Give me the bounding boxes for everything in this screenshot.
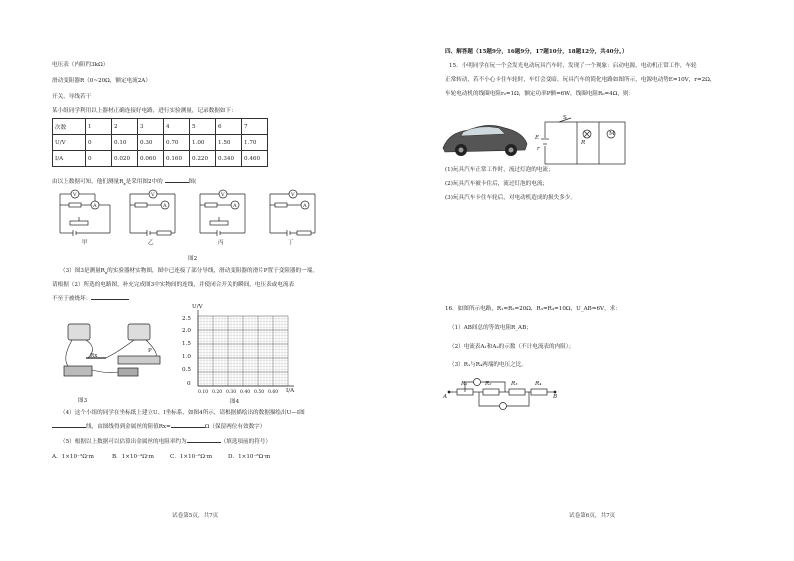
table-cell: 0.020 [112,151,138,167]
table-cell: 0.30 [138,135,164,151]
table-cell: 6 [216,119,242,135]
circuit-ding [270,190,315,236]
fig4-xtick: 0.30 [226,390,237,395]
table-cell: 1.50 [216,135,242,151]
svg-text:A: A [93,203,97,209]
q16-sub-3: （3）R₁与R₄两端的电压之比。 [449,362,527,368]
apparatus-fig3 [58,318,178,388]
question-15-line-1: 15．小明同学在玩一个会发光电动玩具汽车时，发现了一个现象：启动电源，电动机正常工作，车轮 [449,63,697,69]
q5-text: （5）根据以上数据可以估算出金属丝的电阻率约为 [60,439,187,445]
table-cell: 2 [112,119,138,135]
q16-label-r2: R₂ [485,381,492,387]
q16-label-r4: R₄ [535,381,542,387]
equipment-line-1: 电压表（内阻约3kΩ） [52,62,109,68]
q5-tail: （填选项前的符号） [220,439,271,445]
circuit-label-ding: 丁 [288,240,294,246]
option-b: B．1×10⁻³Ω·m [112,454,154,460]
q16-label-b: B [553,394,558,400]
option-a: A．1×10⁻²Ω·m [52,454,94,460]
question-3-line-1: （3）图3是测量$R_x$的实验器材实物图，图中已连接了部分导线，滑动变阻器的滑片P置于变阻器的一端， [60,268,318,276]
table-cell: 1.70 [242,135,268,151]
q15-label-r2: R [581,140,586,146]
fig4-xtick: 0.10 [198,390,209,395]
table-cell: 次数 [53,119,86,135]
q16-label-r3: R₃ [511,381,518,387]
option-d: D．1×10⁻⁸Ω·m [228,454,271,460]
circuit-label-jia: 甲 [82,240,88,246]
fig4-ylabel: U/V [192,304,203,310]
question-15-line-2: 正常转动，若不小心卡住车轮时，车灯会变暗。玩具汽车的简化电路如图所示，电源电动势E=10V，r=2Ω， [445,77,716,83]
fig4-ytick: 2.0 [182,328,191,334]
data-table [52,118,268,167]
svg-text:A: A [233,203,237,209]
equipment-line-2: 滑动变阻器R（0~20Ω，额定电流2A） [52,78,151,84]
q15-label-m: M [609,131,615,137]
table-cell: 0.340 [216,151,242,167]
table-row [53,151,268,167]
fig4-ytick: 0.5 [182,367,191,373]
table-cell: 1 [86,119,112,135]
q15-label-s: S [563,115,567,121]
section-title: 四、解答题（15题9分，16题9分，17题10分，18题12分，共40分。） [445,49,628,55]
fig3-caption: 图3 [78,398,88,404]
svg-text:A: A [303,203,307,209]
q3-text-2: 的实验器材实物图，图中已连接了部分导线，滑动变阻器的滑片P置于变阻器的一端， [107,268,318,274]
question-5-line [60,439,271,446]
table-cell: 5 [190,119,216,135]
q16-label-a: A [443,394,448,400]
question-15-line-3: 车轮电动机的线圈电阻r₀=1Ω，额定功率P额=6W，线圈电阻R₀=4Ω，则： [445,91,635,97]
table-cell: 0 [86,151,112,167]
fig3-label-rx: Rx [90,353,98,359]
q16-label-r1: R₁ [461,381,468,387]
table-cell: 0.10 [112,135,138,151]
fig4-ytick: 2.5 [182,316,191,322]
right-footer: 试卷第6页，共7页 [569,513,616,519]
svg-text:A: A [163,203,167,209]
fig4-caption: 图4 [230,399,240,405]
q15-label-e: E [535,135,540,141]
circuit-label-bing: 丙 [218,240,224,246]
q15-label-r: r [537,146,540,152]
table-cell: 7 [242,119,268,135]
q15-sub-1: (1)玩具汽车正常工作时，流过灯泡的电流； [445,167,554,173]
q15-sub-2: (2)玩具汽车被卡住后，流过灯泡的电流； [445,181,549,187]
table-cell: 0.060 [138,151,164,167]
fig4-xtick: 0.60 [268,390,279,395]
q3-text-4: 不至于被烧坏： [52,296,92,302]
svg-text:V: V [291,192,295,198]
q16-sub-1: （1）AB间总的等效电阻R_AB； [449,325,532,331]
toy-car-image [439,118,529,158]
table-cell: 0.460 [242,151,268,167]
fig2-caption: 图2 [188,256,198,262]
table-cell: 0.160 [164,151,190,167]
q2-text: 由以上数据可知，他们测量R [52,179,124,185]
fig4-ytick: 1.5 [182,341,191,347]
circuit-label-yi: 乙 [148,240,154,246]
experiment-intro: 某小组同学利用以上器材正确连接好电路，进行实验测量，记录数据如下： [52,108,237,114]
table-cell: I/A [53,151,86,167]
option-c: C．1×10⁻⁶Ω·m [170,454,213,460]
table-cell: U/V [53,135,86,151]
table-cell: 1.00 [190,135,216,151]
fig4-xtick: 0.20 [212,390,223,395]
table-cell: 0.220 [190,151,216,167]
fig4-xtick: 0.50 [254,390,265,395]
right-page [397,0,794,561]
q16-sub-2: （2）电流表A₁和A₂的示数（不计电流表的内阻）； [449,344,575,350]
question-3-line-3 [52,296,129,303]
circuit-bing [200,190,245,236]
question-4-line-2 [52,424,265,431]
q4-text-2: 线，由图线得到金属丝的阻值Rx= [86,424,171,430]
table-cell: 3 [138,119,164,135]
q4-text-3: Ω（保留两位有效数字） [204,424,266,430]
svg-text:V: V [73,192,77,198]
table-row [53,119,268,135]
left-footer: 试卷第5页，共7页 [172,513,219,519]
table-cell: 0 [86,135,112,151]
fig4-xlabel: I/A [286,388,295,394]
question-16-line: 16．如图所示电路，R₁=R₂=20Ω，R₃=R₄=10Ω，U_AB=6V，求： [445,306,621,312]
table-row [53,135,268,151]
circuit-yi [130,190,175,236]
ui-graph-fig4 [182,308,295,394]
svg-text:V: V [151,192,155,198]
table-cell: 0.70 [164,135,190,151]
svg-text:V: V [221,192,225,198]
equipment-line-3: 开关、导线若干 [52,94,92,100]
fig4-ytick: 0 [187,381,191,387]
q3-text-1: （3）图3是测量R [60,268,105,274]
question-3-line-2: 请根据（2）所选的电路图，补充完成图3中实物间的连线，并使闭合开关的瞬间，电压表或电流表 [52,282,295,288]
q2-blank-end: 图( [188,179,197,185]
fig3-label-p: P [148,348,152,354]
fig4-ytick: 1.0 [182,354,191,360]
q15-sub-3: (3)玩具汽车卡住车轮后，对电动机造成的损失多少。 [445,195,576,201]
circuit-jia [60,190,110,236]
fig4-xtick: 0.40 [240,390,251,395]
q2-text-tail: 是采用图2中的 [125,179,163,185]
table-cell: 4 [164,119,190,135]
question-2-line: 由以上数据可知，他们测量$R_x$是采用图2中的 图( [52,179,197,187]
question-4-line-1: （4）这个小组的同学在坐标纸上建立U、I坐标系，如图4所示，请根据描绘出的数据描绘出U—I图 [60,410,305,416]
